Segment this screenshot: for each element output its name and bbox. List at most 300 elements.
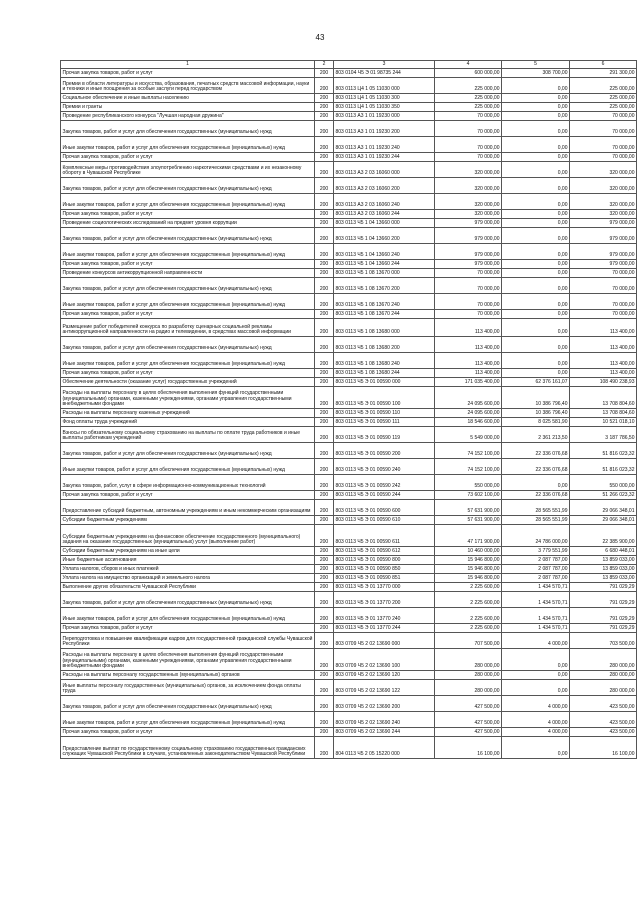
row-approved-amount: 24 095 600,00	[435, 387, 502, 409]
row-approved-amount: 70 000,00	[435, 153, 502, 162]
row-name: Проведение социологических исследований на предмет уровня коррупции	[61, 219, 315, 228]
row-admin-code: 200	[315, 278, 334, 294]
row-executed-amount: 3 779 551,99	[502, 547, 570, 556]
row-remaining-amount: 16 100,00	[570, 737, 637, 759]
row-name: Предоставление субсидий бюджетным, автономным учреждениям и иным некоммерческим организациям	[61, 500, 315, 516]
row-approved-amount: 2 225 600,00	[435, 583, 502, 592]
table-row	[61, 491, 637, 500]
table-row	[61, 696, 637, 712]
page-number: 43	[315, 33, 325, 42]
table-row	[61, 294, 637, 310]
row-executed-amount: 4 000,00	[502, 633, 570, 649]
table-row	[61, 633, 637, 649]
row-approved-amount: 113 400,00	[435, 353, 502, 369]
row-name: Проведение республиканского конкурса "Лучшая народная дружина"	[61, 112, 315, 121]
row-admin-code: 200	[315, 443, 334, 459]
row-executed-amount: 1 434 570,71	[502, 624, 570, 633]
row-admin-code: 200	[315, 310, 334, 319]
row-name: Иные закупки товаров, работ и услуг для обеспечения государственных (муниципальных) нужд	[61, 712, 315, 728]
table-row	[61, 78, 637, 94]
row-classification-code: 803 0113 Ч5 1 08 13670 244	[334, 310, 435, 319]
table-row	[61, 500, 637, 516]
row-remaining-amount: 29 066 348,01	[570, 500, 637, 516]
row-classification-code: 803 0113 Ч5 Э 01 00590 119	[334, 427, 435, 443]
row-name: Субсидии бюджетным учреждениям на иные цели	[61, 547, 315, 556]
row-admin-code: 200	[315, 459, 334, 475]
row-admin-code: 200	[315, 728, 334, 737]
row-approved-amount: 74 152 100,00	[435, 459, 502, 475]
row-name: Расходы на выплаты персоналу государственных (муниципальных) органов	[61, 671, 315, 680]
row-classification-code: 803 0113 Ч5 Э 01 00590 242	[334, 475, 435, 491]
row-executed-amount: 4 000,00	[502, 712, 570, 728]
table-row	[61, 556, 637, 565]
row-admin-code: 200	[315, 260, 334, 269]
row-executed-amount: 0,00	[502, 369, 570, 378]
header-col-2: 2	[315, 61, 334, 69]
row-approved-amount: 70 000,00	[435, 278, 502, 294]
table-row	[61, 178, 637, 194]
row-remaining-amount: 291 300,00	[570, 69, 637, 78]
row-classification-code: 803 0113 Ч5 Э 01 00590 800	[334, 556, 435, 565]
row-admin-code: 200	[315, 269, 334, 278]
row-remaining-amount: 320 000,00	[570, 162, 637, 178]
row-admin-code: 200	[315, 378, 334, 387]
row-approved-amount: 280 000,00	[435, 671, 502, 680]
row-approved-amount: 113 400,00	[435, 337, 502, 353]
row-admin-code: 200	[315, 525, 334, 547]
row-executed-amount: 4 000,00	[502, 728, 570, 737]
row-approved-amount: 979 000,00	[435, 228, 502, 244]
row-classification-code: 803 0113 Ч5 1 08 13670 200	[334, 278, 435, 294]
row-executed-amount: 28 565 551,99	[502, 500, 570, 516]
row-approved-amount: 70 000,00	[435, 121, 502, 137]
table-row	[61, 574, 637, 583]
row-admin-code: 200	[315, 353, 334, 369]
row-approved-amount: 74 152 100,00	[435, 443, 502, 459]
row-name: Социальное обеспечение и иные выплаты населению	[61, 94, 315, 103]
row-admin-code: 200	[315, 153, 334, 162]
row-executed-amount: 28 565 551,99	[502, 516, 570, 525]
row-remaining-amount: 791 029,29	[570, 608, 637, 624]
row-name: Фонд оплаты труда учреждений	[61, 418, 315, 427]
row-executed-amount: 0,00	[502, 153, 570, 162]
row-executed-amount: 0,00	[502, 671, 570, 680]
row-classification-code: 803 0113 Ц4 1 05 11030 000	[334, 78, 435, 94]
row-executed-amount: 0,00	[502, 337, 570, 353]
table-row	[61, 737, 637, 759]
row-approved-amount: 15 946 800,00	[435, 565, 502, 574]
table-row	[61, 649, 637, 671]
row-admin-code: 200	[315, 592, 334, 608]
row-classification-code: 803 0113 Ч5 1 04 13660 200	[334, 228, 435, 244]
table-row	[61, 475, 637, 491]
row-remaining-amount: 280 000,00	[570, 649, 637, 671]
row-classification-code: 803 0113 Ч5 Э 01 00590 612	[334, 547, 435, 556]
row-executed-amount: 0,00	[502, 244, 570, 260]
row-remaining-amount: 113 400,00	[570, 337, 637, 353]
row-executed-amount: 1 434 570,71	[502, 608, 570, 624]
row-remaining-amount: 280 000,00	[570, 680, 637, 696]
table-row	[61, 671, 637, 680]
table-row	[61, 712, 637, 728]
row-classification-code: 803 0113 А3 2 03 16060 244	[334, 210, 435, 219]
row-remaining-amount: 51 266 023,32	[570, 491, 637, 500]
row-approved-amount: 171 035 400,00	[435, 378, 502, 387]
table-row	[61, 337, 637, 353]
row-name: Иные закупки товаров, работ и услуг для обеспечения государственных (муниципальных) нужд	[61, 459, 315, 475]
row-approved-amount: 70 000,00	[435, 294, 502, 310]
row-remaining-amount: 320 000,00	[570, 178, 637, 194]
row-classification-code: 803 0113 Ч5 1 04 13660 240	[334, 244, 435, 260]
header-col-1: 1	[61, 61, 315, 69]
row-name: Переподготовка и повышение квалификации кадров для государственной гражданской службы Чувашской Республики	[61, 633, 315, 649]
row-admin-code: 200	[315, 649, 334, 671]
row-remaining-amount: 70 000,00	[570, 137, 637, 153]
row-classification-code: 803 0113 Ч5 Э 01 00590 610	[334, 516, 435, 525]
row-admin-code: 200	[315, 194, 334, 210]
row-approved-amount: 2 225 600,00	[435, 608, 502, 624]
row-admin-code: 200	[315, 244, 334, 260]
row-name: Прочая закупка товаров, работ и услуг	[61, 491, 315, 500]
row-admin-code: 200	[315, 121, 334, 137]
row-approved-amount: 24 095 600,00	[435, 409, 502, 418]
table-row	[61, 103, 637, 112]
table-row	[61, 162, 637, 178]
row-name: Прочая закупка товаров, работ и услуг	[61, 69, 315, 78]
row-name: Расходы на выплаты персоналу в целях обеспечения выполнения функций государственными (муниципальными) органами, казенными учреждениями, органами управления государственными внебюджетными фондами	[61, 387, 315, 409]
row-admin-code: 200	[315, 137, 334, 153]
row-name: Иные выплаты персоналу государственных (муниципальных) органов, за исключением фонда оплаты труда	[61, 680, 315, 696]
row-approved-amount: 16 100,00	[435, 737, 502, 759]
row-admin-code: 200	[315, 737, 334, 759]
row-remaining-amount: 13 708 804,60	[570, 387, 637, 409]
row-approved-amount: 5 549 000,00	[435, 427, 502, 443]
row-executed-amount: 308 700,00	[502, 69, 570, 78]
row-name: Прочая закупка товаров, работ и услуг	[61, 210, 315, 219]
row-remaining-amount: 423 500,00	[570, 712, 637, 728]
row-executed-amount: 0,00	[502, 353, 570, 369]
table-row	[61, 194, 637, 210]
row-admin-code: 200	[315, 337, 334, 353]
row-classification-code: 803 0113 Ч5 Э 01 00590 611	[334, 525, 435, 547]
row-admin-code: 200	[315, 112, 334, 121]
row-classification-code: 803 0113 Ч5 Э 01 00590 000	[334, 378, 435, 387]
row-approved-amount: 57 631 900,00	[435, 500, 502, 516]
row-name: Уплата налога на имущество организаций и земельного налога	[61, 574, 315, 583]
row-remaining-amount: 70 000,00	[570, 153, 637, 162]
header-col-6: 6	[570, 61, 637, 69]
table-row	[61, 592, 637, 608]
row-classification-code: 803 0709 Ч5 2 02 13690 100	[334, 649, 435, 671]
row-classification-code: 803 0113 Ч5 1 08 13670 240	[334, 294, 435, 310]
row-admin-code: 200	[315, 69, 334, 78]
row-approved-amount: 70 000,00	[435, 137, 502, 153]
table-row	[61, 153, 637, 162]
table-row	[61, 69, 637, 78]
row-executed-amount: 0,00	[502, 260, 570, 269]
row-classification-code: 803 0113 Ч5 Э 01 00590 851	[334, 574, 435, 583]
row-executed-amount: 0,00	[502, 228, 570, 244]
row-remaining-amount: 979 000,00	[570, 228, 637, 244]
row-classification-code: 803 0113 Ч5 1 04 13660 000	[334, 219, 435, 228]
table-row	[61, 278, 637, 294]
row-executed-amount: 62 376 161,07	[502, 378, 570, 387]
row-executed-amount: 2 087 787,00	[502, 574, 570, 583]
row-executed-amount: 0,00	[502, 210, 570, 219]
table-row	[61, 94, 637, 103]
row-approved-amount: 70 000,00	[435, 112, 502, 121]
row-classification-code: 803 0113 А3 1 01 19230 244	[334, 153, 435, 162]
row-classification-code: 803 0113 Ч5 Э 01 00590 850	[334, 565, 435, 574]
row-classification-code: 803 0113 Ц4 1 05 11030 350	[334, 103, 435, 112]
row-approved-amount: 47 171 900,00	[435, 525, 502, 547]
row-admin-code: 200	[315, 696, 334, 712]
row-classification-code: 804 0113 Ч5 2 05 15220 000	[334, 737, 435, 759]
table-row	[61, 310, 637, 319]
row-executed-amount: 0,00	[502, 269, 570, 278]
row-classification-code: 803 0113 Ч5 Э 01 13770 200	[334, 592, 435, 608]
row-name: Обеспечение деятельности (оказание услуг) государственных учреждений	[61, 378, 315, 387]
row-classification-code: 803 0113 А3 1 01 19230 200	[334, 121, 435, 137]
row-name: Закупка товаров, работ и услуг для обеспечения государственных (муниципальных) нужд	[61, 121, 315, 137]
row-remaining-amount: 70 000,00	[570, 310, 637, 319]
row-admin-code: 200	[315, 671, 334, 680]
row-executed-amount: 24 786 000,00	[502, 525, 570, 547]
row-remaining-amount: 51 816 023,32	[570, 443, 637, 459]
row-executed-amount: 4 000,00	[502, 696, 570, 712]
row-name: Иные закупки товаров, работ и услуг для обеспечения государственных (муниципальных) нужд	[61, 353, 315, 369]
row-approved-amount: 320 000,00	[435, 162, 502, 178]
row-admin-code: 200	[315, 491, 334, 500]
row-approved-amount: 18 546 600,00	[435, 418, 502, 427]
row-remaining-amount: 225 000,00	[570, 78, 637, 94]
row-name: Взносы по обязательному социальному страхованию на выплаты по оплате труда работников и иные выплаты работникам учреждений	[61, 427, 315, 443]
row-remaining-amount: 51 816 023,32	[570, 459, 637, 475]
row-executed-amount: 0,00	[502, 649, 570, 671]
row-approved-amount: 225 000,00	[435, 78, 502, 94]
header-col-5: 5	[502, 61, 570, 69]
row-name: Комплексные меры противодействия злоупотреблению наркотическими средствами и их незаконному обороту в Чувашской Республике	[61, 162, 315, 178]
row-remaining-amount: 29 066 348,01	[570, 516, 637, 525]
row-name: Иные закупки товаров, работ и услуг для обеспечения государственных (муниципальных) нужд	[61, 244, 315, 260]
row-name: Прочая закупка товаров, работ и услуг	[61, 260, 315, 269]
table-row	[61, 418, 637, 427]
row-admin-code: 200	[315, 624, 334, 633]
table-row	[61, 369, 637, 378]
row-remaining-amount: 108 490 238,93	[570, 378, 637, 387]
row-classification-code: 803 0113 Ч5 Э 01 00590 600	[334, 500, 435, 516]
row-admin-code: 200	[315, 475, 334, 491]
row-executed-amount: 0,00	[502, 310, 570, 319]
table-row	[61, 137, 637, 153]
table-row	[61, 516, 637, 525]
table-row	[61, 525, 637, 547]
row-classification-code: 803 0113 Ч5 1 04 13660 244	[334, 260, 435, 269]
row-admin-code: 200	[315, 387, 334, 409]
row-approved-amount: 280 000,00	[435, 680, 502, 696]
row-name: Расходы на выплаты персоналу казенных учреждений	[61, 409, 315, 418]
row-remaining-amount: 423 500,00	[570, 728, 637, 737]
row-remaining-amount: 70 000,00	[570, 121, 637, 137]
row-classification-code: 803 0709 Ч5 2 02 13690 200	[334, 696, 435, 712]
row-executed-amount: 0,00	[502, 94, 570, 103]
row-name: Иные бюджетные ассигнования	[61, 556, 315, 565]
row-admin-code: 200	[315, 556, 334, 565]
table-row	[61, 244, 637, 260]
row-admin-code: 200	[315, 178, 334, 194]
row-remaining-amount: 70 000,00	[570, 112, 637, 121]
row-admin-code: 200	[315, 680, 334, 696]
row-remaining-amount: 22 385 900,00	[570, 525, 637, 547]
row-remaining-amount: 13 859 033,00	[570, 565, 637, 574]
row-approved-amount: 73 602 100,00	[435, 491, 502, 500]
row-executed-amount: 0,00	[502, 475, 570, 491]
row-remaining-amount: 70 000,00	[570, 269, 637, 278]
row-name: Закупка товаров, работ и услуг для обеспечения государственных (муниципальных) нужд	[61, 278, 315, 294]
row-admin-code: 200	[315, 547, 334, 556]
row-approved-amount: 707 500,00	[435, 633, 502, 649]
row-remaining-amount: 13 859 033,00	[570, 556, 637, 565]
row-name: Закупка товаров, работ и услуг для обеспечения государственных (муниципальных) нужд	[61, 337, 315, 353]
row-admin-code: 200	[315, 228, 334, 244]
table-row	[61, 112, 637, 121]
row-classification-code: 803 0113 Ч5 Э 01 00590 200	[334, 443, 435, 459]
row-approved-amount: 70 000,00	[435, 310, 502, 319]
row-classification-code: 803 0113 А3 2 03 16060 240	[334, 194, 435, 210]
row-classification-code: 803 0113 А3 2 03 16060 200	[334, 178, 435, 194]
table-row	[61, 728, 637, 737]
budget-table	[60, 60, 637, 759]
row-name: Предоставление выплат по государственному социальному страхованию государственных гражданских служащих Чувашской Республики в случаях, установленных законодательством Чувашской Республики	[61, 737, 315, 759]
row-name: Размещение работ победителей конкурса по разработку сценарных социальной рекламы антикоррупционной направленности на радио и телевидении, в средствах массовой информации	[61, 319, 315, 337]
row-executed-amount: 0,00	[502, 294, 570, 310]
row-executed-amount: 22 336 076,68	[502, 443, 570, 459]
table-row	[61, 121, 637, 137]
row-remaining-amount: 6 680 448,01	[570, 547, 637, 556]
row-approved-amount: 70 000,00	[435, 269, 502, 278]
row-name: Закупка товаров, работ и услуг для обеспечения государственных (муниципальных) нужд	[61, 178, 315, 194]
table-row	[61, 565, 637, 574]
table-row	[61, 260, 637, 269]
row-classification-code: 803 0113 Ч5 1 08 13680 000	[334, 319, 435, 337]
row-name: Субсидии бюджетным учреждениям на финансовое обеспечение государственного (муниципального) задания на оказание государственных (муниципальных) услуг (выполнение работ)	[61, 525, 315, 547]
table-row	[61, 210, 637, 219]
row-classification-code: 803 0113 Ч5 Э 01 00590 100	[334, 387, 435, 409]
row-executed-amount: 22 336 076,68	[502, 491, 570, 500]
row-executed-amount: 0,00	[502, 162, 570, 178]
row-executed-amount: 0,00	[502, 121, 570, 137]
table-row	[61, 443, 637, 459]
table-row	[61, 269, 637, 278]
row-classification-code: 803 0113 Ч5 Э 01 13770 240	[334, 608, 435, 624]
row-executed-amount: 1 434 570,71	[502, 592, 570, 608]
row-remaining-amount: 320 000,00	[570, 210, 637, 219]
row-classification-code: 803 0709 Ч5 2 02 13690 000	[334, 633, 435, 649]
row-name: Закупка товаров, работ и услуг для обеспечения государственных (муниципальных) нужд	[61, 443, 315, 459]
row-classification-code: 803 0709 Ч5 2 02 13690 120	[334, 671, 435, 680]
table-row	[61, 353, 637, 369]
row-executed-amount: 22 336 076,68	[502, 459, 570, 475]
row-executed-amount: 0,00	[502, 278, 570, 294]
row-approved-amount: 57 631 900,00	[435, 516, 502, 525]
row-classification-code: 803 0113 Ч5 1 08 13680 200	[334, 337, 435, 353]
row-name: Иные закупки товаров, работ и услуг для обеспечения государственных (муниципальных) нужд	[61, 294, 315, 310]
row-classification-code: 803 0709 Ч5 2 02 13690 244	[334, 728, 435, 737]
row-admin-code: 200	[315, 294, 334, 310]
row-approved-amount: 427 500,00	[435, 712, 502, 728]
table-header-row	[61, 61, 637, 69]
row-executed-amount: 0,00	[502, 137, 570, 153]
table-row	[61, 547, 637, 556]
row-admin-code: 200	[315, 418, 334, 427]
table-row	[61, 608, 637, 624]
row-executed-amount: 8 025 581,90	[502, 418, 570, 427]
row-name: Прочая закупка товаров, работ и услуг	[61, 369, 315, 378]
table-row	[61, 427, 637, 443]
row-executed-amount: 0,00	[502, 112, 570, 121]
row-name: Премии в области литературы и искусства, образования, печатных средств массовой информации, науки и техники и иные поощрения за особые заслуги перед государством	[61, 78, 315, 94]
row-approved-amount: 979 000,00	[435, 260, 502, 269]
row-approved-amount: 15 946 800,00	[435, 574, 502, 583]
header-col-4: 4	[435, 61, 502, 69]
row-classification-code: 803 0113 А3 2 03 16060 000	[334, 162, 435, 178]
row-name: Закупка товаров, работ, услуг в сфере информационно-коммуникационных технологий	[61, 475, 315, 491]
row-admin-code: 200	[315, 500, 334, 516]
row-admin-code: 200	[315, 574, 334, 583]
row-remaining-amount: 113 400,00	[570, 319, 637, 337]
row-remaining-amount: 979 000,00	[570, 260, 637, 269]
row-executed-amount: 0,00	[502, 194, 570, 210]
table-row	[61, 319, 637, 337]
row-approved-amount: 10 460 000,00	[435, 547, 502, 556]
row-classification-code: 803 0113 Ч5 1 08 13670 000	[334, 269, 435, 278]
row-approved-amount: 2 225 600,00	[435, 592, 502, 608]
row-remaining-amount: 3 187 786,50	[570, 427, 637, 443]
table-row	[61, 624, 637, 633]
row-admin-code: 200	[315, 427, 334, 443]
row-name: Расходы на выплаты персоналу в целях обеспечения выполнения функций государственными (муниципальными) органами, казенными учреждениями, органами управления государственными внебюджетными фондами	[61, 649, 315, 671]
row-executed-amount: 1 434 570,71	[502, 583, 570, 592]
row-admin-code: 200	[315, 210, 334, 219]
row-classification-code: 803 0709 Ч5 2 02 13690 240	[334, 712, 435, 728]
row-remaining-amount: 70 000,00	[570, 278, 637, 294]
row-remaining-amount: 225 000,00	[570, 103, 637, 112]
row-approved-amount: 550 000,00	[435, 475, 502, 491]
row-classification-code: 803 0113 А3 1 01 19230 000	[334, 112, 435, 121]
row-name: Прочая закупка товаров, работ и услуг	[61, 624, 315, 633]
row-remaining-amount: 225 000,00	[570, 94, 637, 103]
row-executed-amount: 10 386 796,40	[502, 409, 570, 418]
row-admin-code: 200	[315, 78, 334, 94]
row-admin-code: 200	[315, 219, 334, 228]
row-executed-amount: 0,00	[502, 319, 570, 337]
table-row	[61, 680, 637, 696]
row-admin-code: 200	[315, 369, 334, 378]
row-name: Иные закупки товаров, работ и услуг для обеспечения государственных (муниципальных) нужд	[61, 194, 315, 210]
row-name: Иные закупки товаров, работ и услуг для обеспечения государственных (муниципальных) нужд	[61, 608, 315, 624]
row-name: Премии и гранты	[61, 103, 315, 112]
row-approved-amount: 2 225 600,00	[435, 624, 502, 633]
row-approved-amount: 320 000,00	[435, 194, 502, 210]
row-name: Проведение конкурсов антикоррупционной направленности	[61, 269, 315, 278]
row-classification-code: 803 0113 Ч5 1 08 13680 244	[334, 369, 435, 378]
row-remaining-amount: 550 000,00	[570, 475, 637, 491]
row-remaining-amount: 791 029,29	[570, 624, 637, 633]
row-admin-code: 200	[315, 712, 334, 728]
row-executed-amount: 10 386 796,40	[502, 387, 570, 409]
row-approved-amount: 427 500,00	[435, 696, 502, 712]
row-classification-code: 803 0104 Ч5 Э 01 98735 244	[334, 69, 435, 78]
